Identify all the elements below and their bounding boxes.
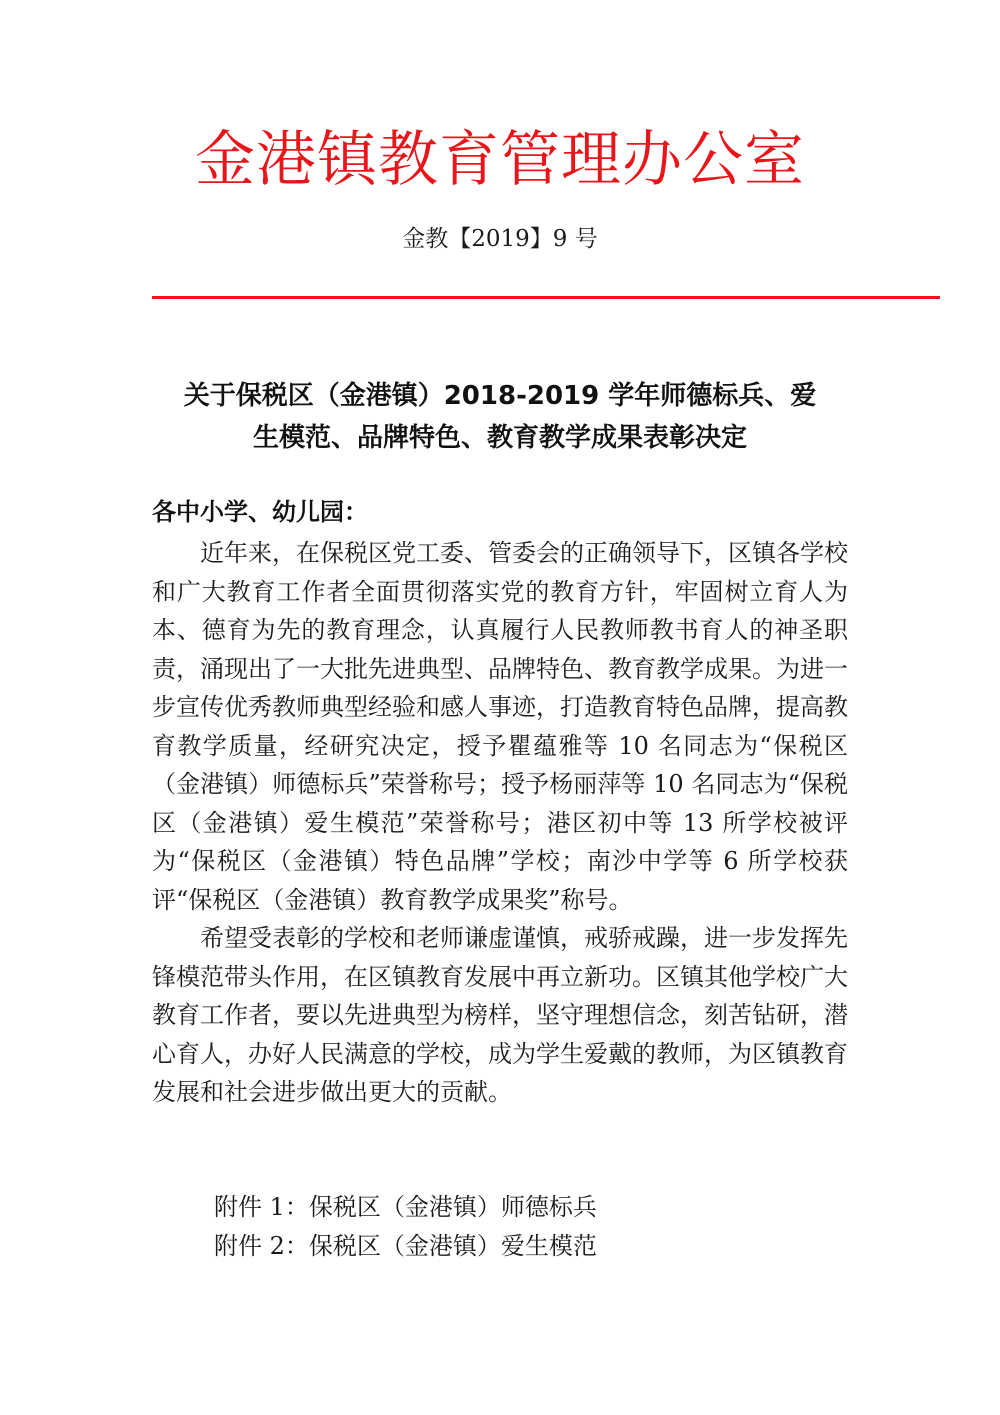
document-title-line-1: 关于保税区（金港镇）2018-2019 学年师德标兵、爱 <box>183 381 817 411</box>
body-paragraph-2: 希望受表彰的学校和老师谦虚谨慎，戒骄戒躁，进一步发挥先锋模范带头作用，在区镇教育发展中再立新功。区镇其他学校广大教育工作者，要以先进典型为榜样，坚守理想信念，刻苦钻研，潜心育人，办好人民满意的学校，成为学生爱戴的教师，为区镇教育发展和社会进步做出更大的贡献。 <box>152 924 848 1106</box>
body-text <box>152 534 848 1112</box>
header-divider-line <box>152 296 940 299</box>
attachments-list <box>152 1188 848 1265</box>
salutation: 各中小学、幼儿园： <box>152 498 368 526</box>
attachment-item-2: 附件 2：保税区（金港镇）爱生模范 <box>214 1231 597 1260</box>
document-title <box>130 375 870 459</box>
attachment-item-1: 附件 1：保税区（金港镇）师德标兵 <box>214 1193 597 1221</box>
document-number: 金教【2019】9 号 <box>402 226 598 252</box>
document-title-line-2: 生模范、品牌特色、教育教学成果表彰决定 <box>252 423 747 453</box>
body-paragraph-1: 近年来，在保税区党工委、管委会的正确领导下，区镇各学校和广大教育工作者全面贯彻落实党的教育方针，牢固树立育人为本、德育为先的教育理念，认真履行人民教师教书育人的神圣职责，涌现出了一大批先进典型、品牌特色、教育教学成果。为进一步宣传优秀教师典型经验和感人事迹，打造教育特色品牌，提高教育教学质量，经研究决定，授予瞿蕴雅等 10 名同志为“保税区（金港镇）师德标兵”荣誉称号；授予杨丽萍等 10 名同志为“保税区（金港镇）爱生模范”荣誉称号；港区初中等 13 所学校被评为“保税区（金港镇）特色品牌”学校；南沙中学等 6 所学校获评“保税区（金港镇）教育教学成果奖”称号。 <box>152 539 848 914</box>
organization-header: 金港镇教育管理办公室 <box>195 125 805 195</box>
